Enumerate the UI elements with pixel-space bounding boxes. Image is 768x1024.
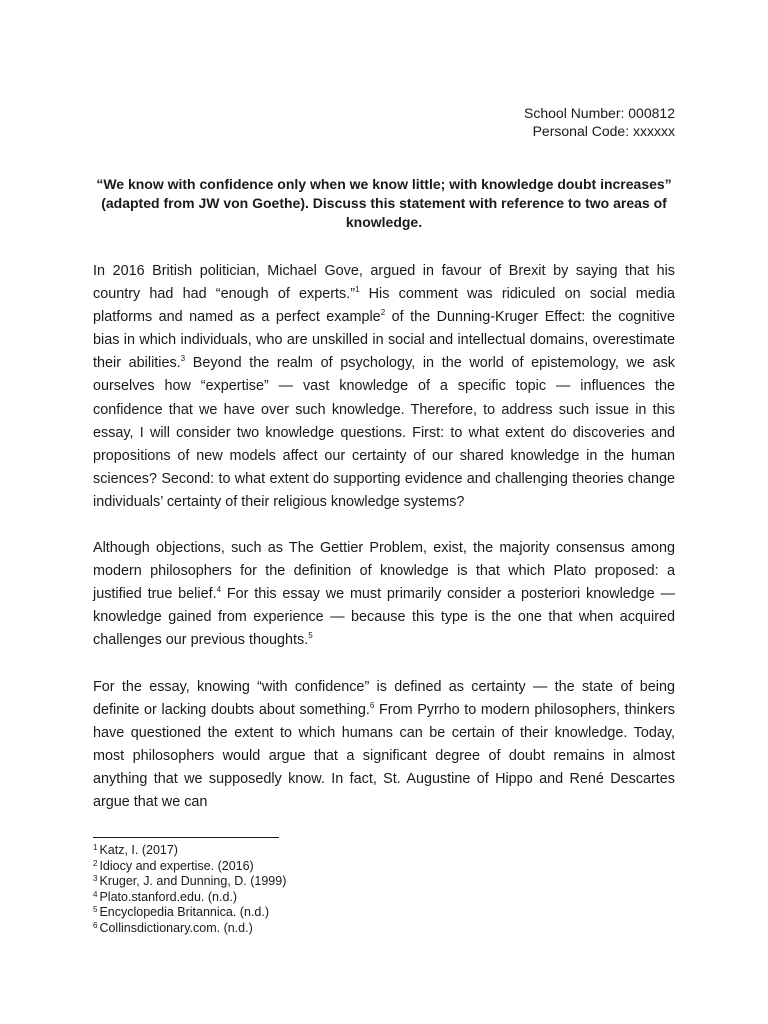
footnote-item — [93, 890, 286, 906]
paragraph-text: Although objections, such as The Gettier Problem, exist, the majority consensus among modern philosophers for the definition of knowledge is that which Plato proposed: a justified true belief. — [93, 540, 675, 603]
paragraph-text: For this essay we must primarily consider a posteriori knowledge — knowledge gained from experience — because this type is the one that when acquired challenges our previous thoughts. — [93, 586, 675, 649]
paragraph-2 — [93, 537, 675, 652]
footnote-item — [93, 921, 286, 937]
document-header — [524, 104, 675, 140]
footnote-number: 1 — [93, 843, 98, 852]
footnote-item — [93, 843, 286, 859]
footnote-text: Collinsdictionary.com. (n.d.) — [99, 920, 253, 935]
footnote-number: 2 — [93, 858, 98, 868]
essay-body — [93, 260, 675, 837]
footnote-number: 5 — [93, 905, 98, 914]
footnote-ref: 6 — [369, 700, 375, 710]
footnote-text: Encyclopedia Britannica. (n.d.) — [99, 905, 269, 919]
footnote-text: Katz, I. (2017) — [99, 843, 178, 857]
footnote-text: Plato.stanford.edu. (n.d.) — [99, 889, 238, 904]
footnote-item — [93, 905, 286, 921]
paragraph-text: For the essay, knowing “with confidence” is defined as certainty — the state of being definite or lacking doubts about something. — [93, 678, 675, 718]
paragraph-text: From Pyrrho to modern philosophers, thinkers have questioned the extent to which humans can be certain of their knowledge. Today, most philosophers would argue that a significant degree of doubt remains in almost anything that we supposedly know. In fact, St. Augustine of Hippo and René Descartes argue that we can — [93, 701, 675, 810]
paragraph-text: In 2016 British politician, Michael Gove, argued in favour of Brexit by saying that his country had had “enough of experts.” — [93, 263, 675, 303]
footnote-ref: 4 — [216, 585, 222, 595]
footnote-ref: 2 — [380, 308, 386, 318]
footnote-item — [93, 874, 286, 890]
paragraph-text: of the Dunning-Kruger Effect: the cognitive bias in which individuals, who are unskilled in social and intellectual domains, overestimate their abilities. — [93, 309, 675, 372]
essay-title: “We know with confidence only when we know little; with knowledge doubt increases” (adapted from JW von Goethe). Discuss this statement with reference to two areas of knowledge. — [96, 176, 672, 230]
footnote-ref: 3 — [180, 354, 186, 364]
footnote-number: 3 — [93, 874, 98, 883]
footnote-item — [93, 859, 286, 875]
footnotes — [93, 843, 286, 936]
paragraph-text: Beyond the realm of psychology, in the world of epistemology, we ask ourselves how “expertise” — vast knowledge of a specific topic — influences the confidence that we have over such knowledge. Therefore, to address such issue in this essay, I will consider two knowledge questions. First: to what extent do discoveries and propositions of new models affect our certainty of our shared knowledge in the human sciences? Second: to what extent do supporting evidence and challenging theories change individuals’ certainty of their religious knowledge systems? — [93, 355, 675, 510]
school-number: School Number: 000812 — [524, 105, 675, 121]
footnote-text: Idiocy and expertise. (2016) — [99, 858, 254, 873]
footnote-text: Kruger, J. and Dunning, D. (1999) — [99, 874, 287, 888]
personal-code: Personal Code: xxxxxx — [532, 123, 675, 139]
footnote-divider — [93, 837, 279, 838]
footnote-number: 4 — [93, 889, 98, 899]
footnote-number: 6 — [93, 920, 98, 930]
footnote-ref: 1 — [355, 285, 360, 295]
paragraph-1 — [93, 260, 675, 514]
paragraph-text: His comment was ridiculed on social media platforms and named as a perfect example — [93, 286, 676, 326]
paragraph-3 — [93, 676, 675, 815]
footnote-ref: 5 — [308, 631, 313, 641]
